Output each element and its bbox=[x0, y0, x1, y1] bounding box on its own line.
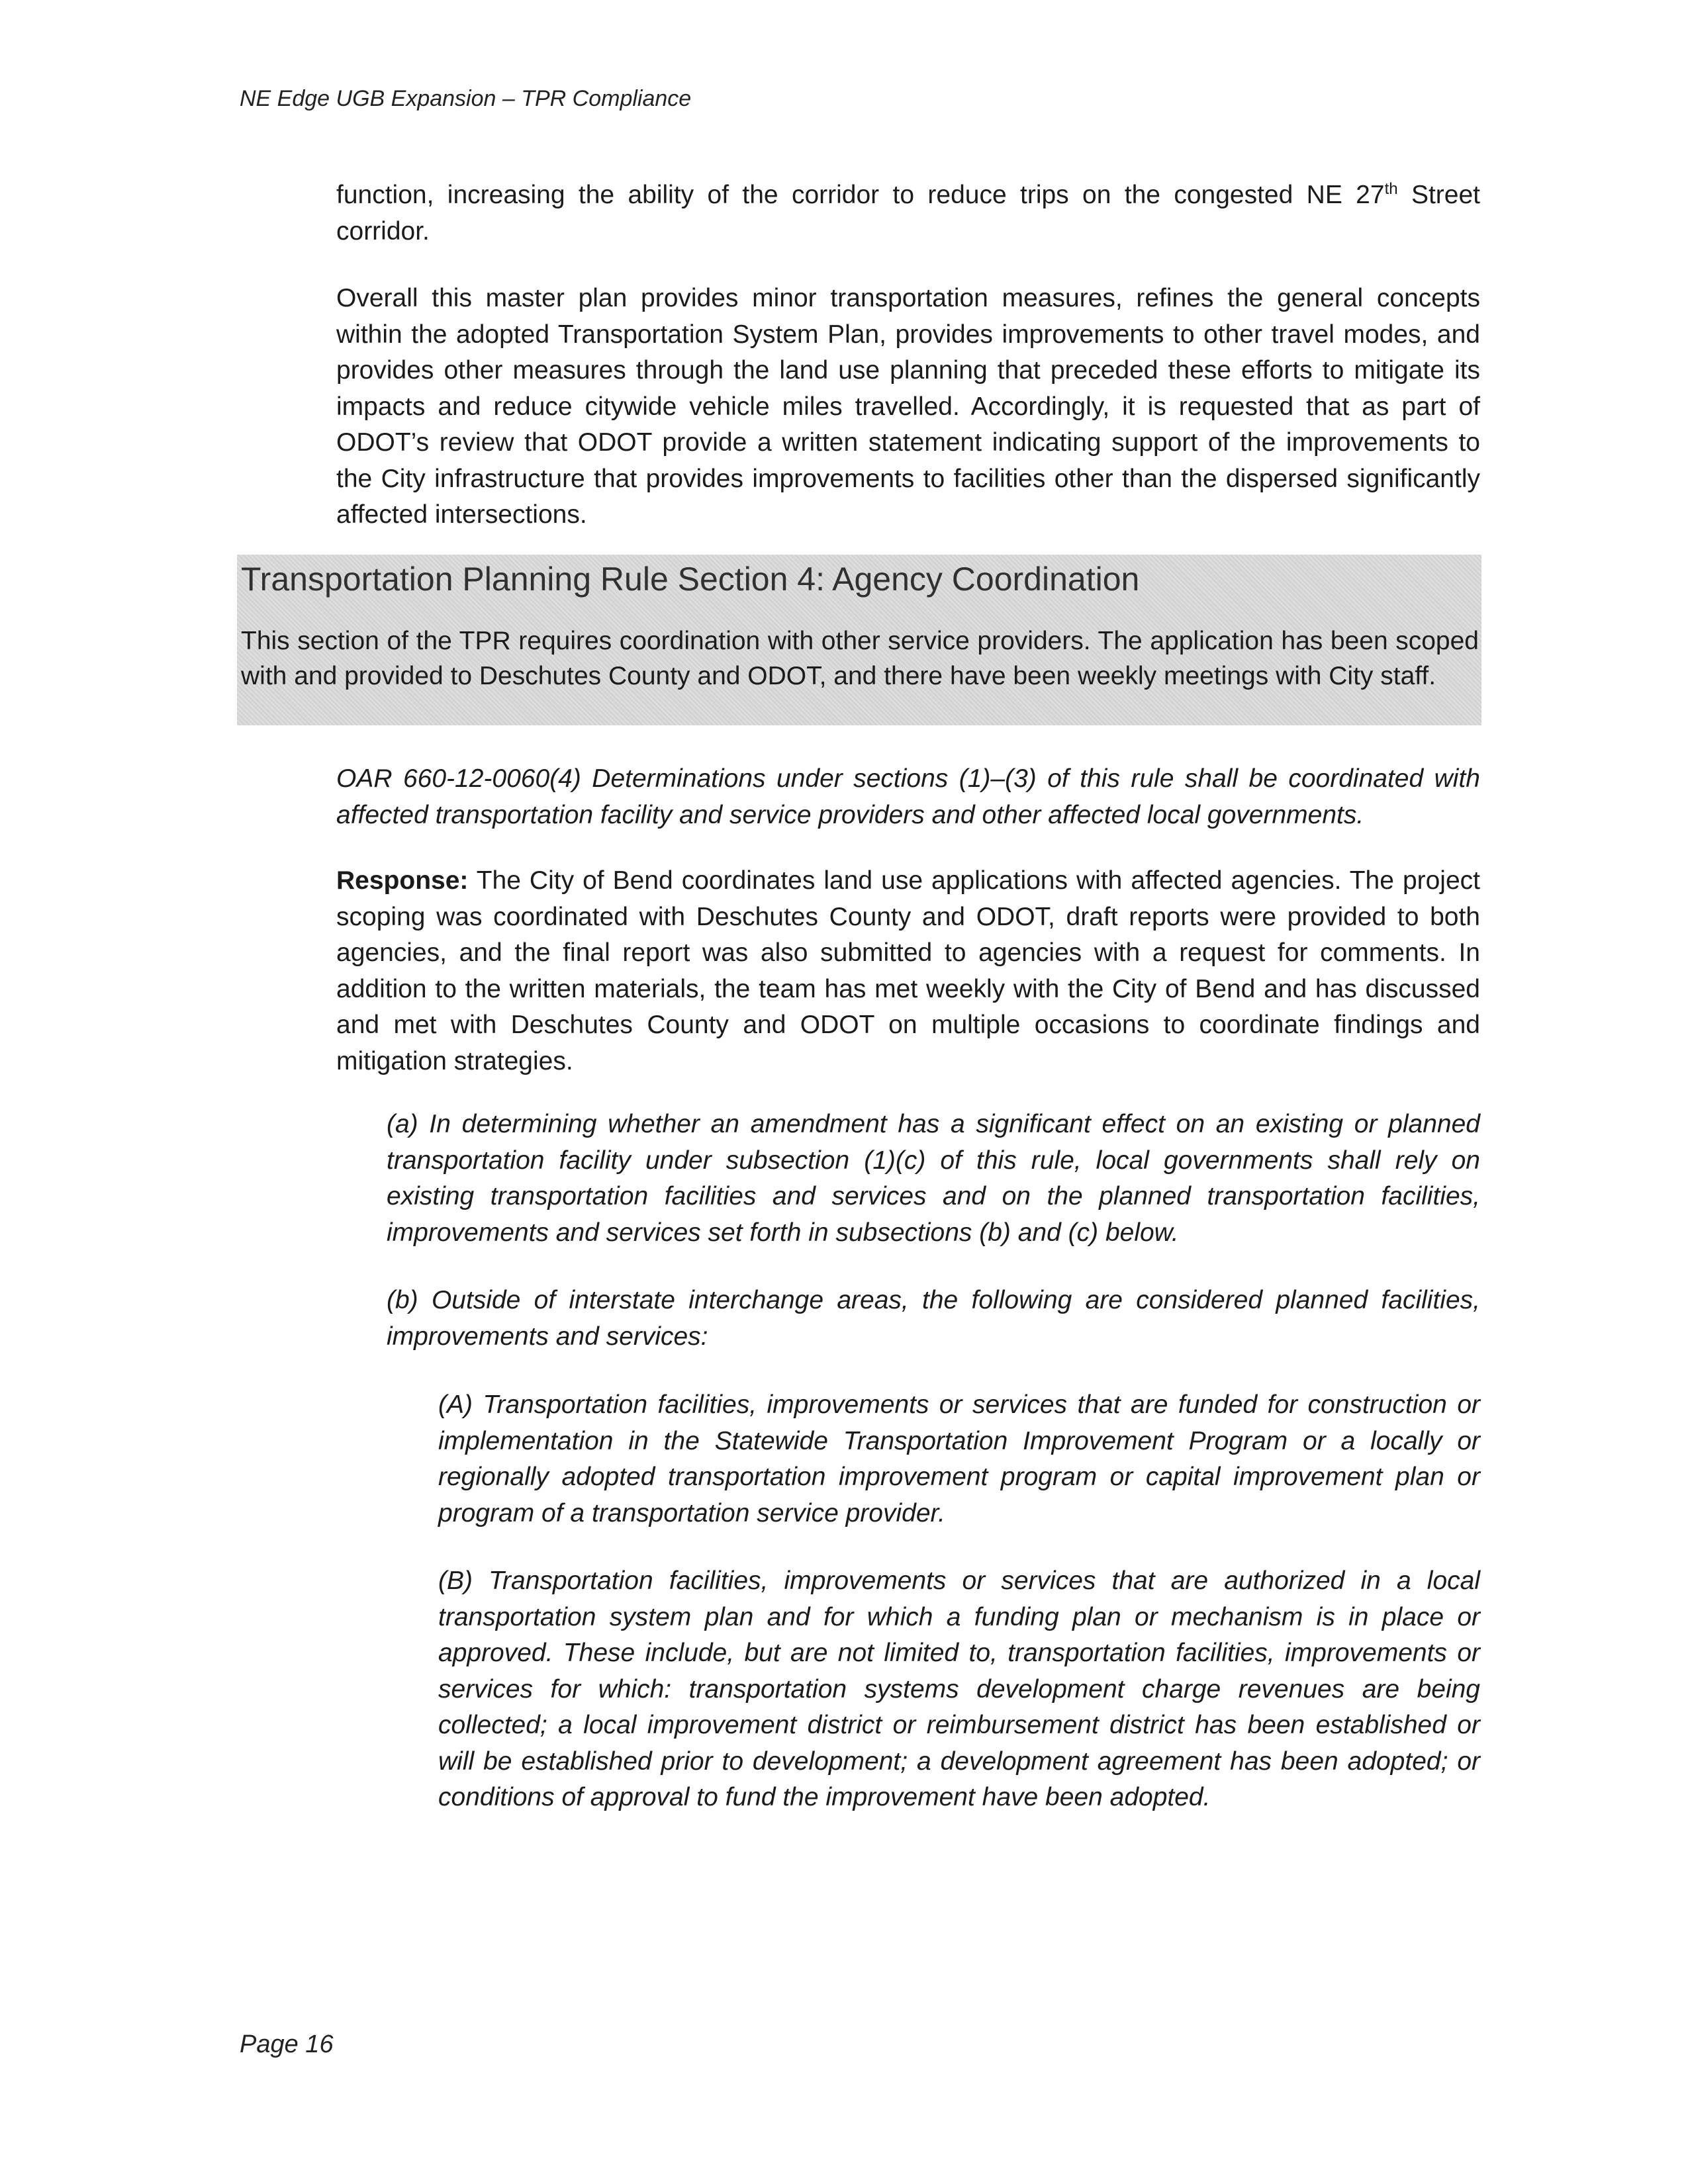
response-paragraph bbox=[336, 863, 1480, 1079]
section-box bbox=[237, 555, 1481, 725]
oar-citation: OAR 660-12-0060(4) Determinations under sections (1)–(3) of this rule shall be coordinated with affected transportation facility and service providers and other affected local governments. bbox=[336, 764, 1480, 829]
subsection-a: (a) In determining whether an amendment has a significant effect on an existing or planned transportation facility under subsection (1)(c) of this rule, local governments shall rely on existing transportation facilities and services and on the planned transportation facilities, improvements and services set forth in subsections (b) and (c) below. bbox=[387, 1110, 1480, 1247]
section-heading: Transportation Planning Rule Section 4: Agency Coordination bbox=[241, 561, 1140, 598]
page-number: Page 16 bbox=[240, 2030, 334, 2058]
overall-paragraph: Overall this master plan provides minor transportation measures, refines the general concepts within the adopted Transportation System Plan, provides improvements to other travel modes, and provides other measures through the land use planning that preceded these efforts to mitigate its impacts and reduce citywide vehicle miles travelled. Accordingly, it is requested that as part of ODOT’s review that ODOT provide a written statement indicating support of the improvements to the City infrastructure that provides improvements to facilities other than the dispersed significantly affected intersections. bbox=[336, 284, 1480, 529]
response-label: Response: bbox=[336, 866, 469, 895]
subsection-b: (b) Outside of interstate interchange areas, the following are considered planned facilities, improvements and services: bbox=[387, 1286, 1480, 1351]
subsection-B: (B) Transportation facilities, improvements or services that are authorized in a local transportation system plan and for which a funding plan or mechanism is in place or approved. These include, but are not limited to, transportation facilities, improvements or services for which: transportation systems development charge revenues are being collected; a local improvement district or reimbursement district has been established or will be established prior to development; a development agreement has been adopted; or conditions of approval to fund the improvement have been adopted. bbox=[438, 1567, 1480, 1811]
continuation-paragraph bbox=[336, 177, 1480, 250]
response-text: The City of Bend coordinates land use applications with affected agencies. The project scoping was coordinated with Deschutes County and ODOT, draft reports were provided to both agencies, and the final report was also submitted to agencies with a request for comments. In addition to the written materials, the team has met weekly with the City of Bend and has discussed and met with Deschutes County and ODOT on multiple occasions to coordinate findings and mitigation strategies. bbox=[336, 866, 1480, 1075]
subsection-A: (A) Transportation facilities, improvements or services that are funded for construction or implementation in the Statewide Transportation Improvement Program or a locally or regionally adopted transportation improvement program or capital improvement plan or program of a transportation service provider. bbox=[438, 1390, 1480, 1527]
running-header: NE Edge UGB Expansion – TPR Compliance bbox=[240, 86, 692, 111]
section-intro: This section of the TPR requires coordination with other service providers. The application has been scoped with and provided to Deschutes County and ODOT, and there have been weekly meetings with City staff. bbox=[241, 627, 1479, 690]
continuation-text: function, increasing the ability of the corridor to reduce trips on the congested NE 27 bbox=[336, 181, 1385, 209]
continuation-text-end: Street corridor. bbox=[336, 181, 1480, 246]
ordinal-suffix: th bbox=[1384, 180, 1398, 198]
